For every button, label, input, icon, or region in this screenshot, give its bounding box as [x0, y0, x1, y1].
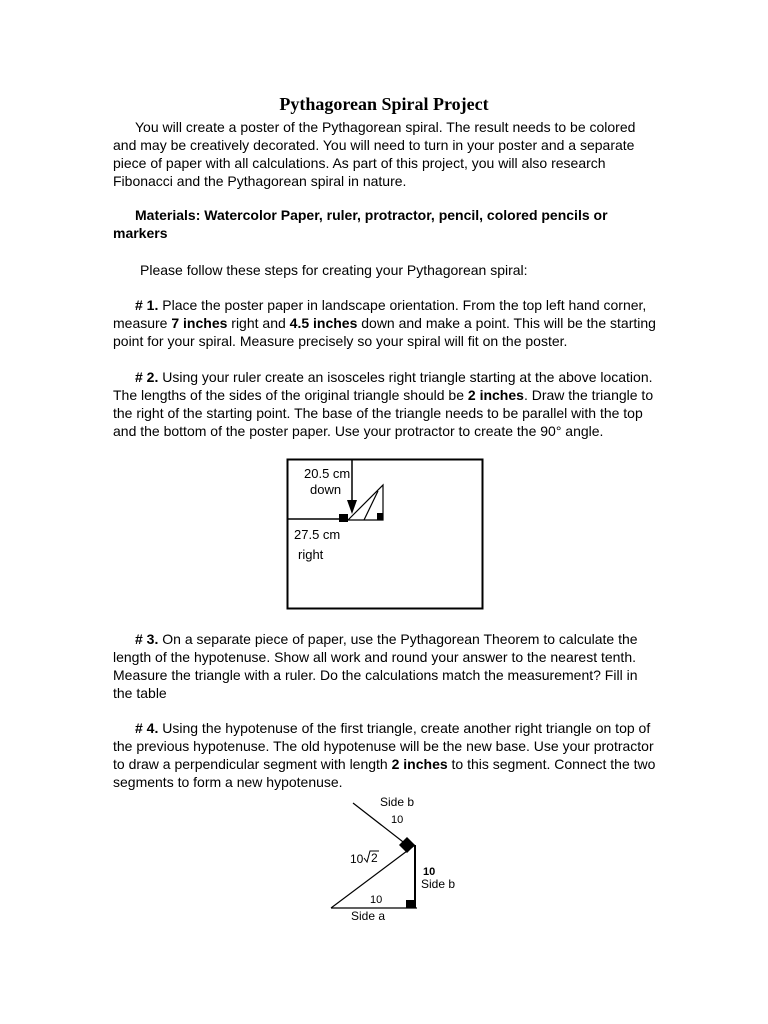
step4-text-1: Using the hypotenuse of the first triangle, create another right triangle on top of the previous hypotenuse. The old hypotenuse will be the new base. Use your protractor to draw a perpendicular segment with length	[113, 720, 654, 772]
right-angle-marker	[377, 513, 383, 520]
side-b-top-length: 10	[391, 814, 404, 826]
step3-label: # 3.	[135, 631, 159, 647]
hypotenuse-label-root: 2	[371, 851, 378, 865]
side-b-right-label: Side b	[421, 877, 456, 891]
step1-bold-2: 4.5 inches	[289, 315, 358, 331]
step3-paragraph	[113, 630, 658, 702]
intro-paragraph	[113, 118, 658, 190]
side-a-label: Side a	[351, 909, 386, 923]
hypotenuse-label-coef: 10	[350, 852, 364, 866]
follow-text: Please follow these steps for creating your Pythagorean spiral:	[140, 262, 528, 278]
triangle-diagram	[325, 795, 475, 925]
step4-paragraph	[113, 719, 658, 791]
intro-text: You will create a poster of the Pythagorean spiral. The result needs to be colored and may be creatively decorated. You will need to turn in your poster and a separate piece of paper with all calculations. As part of this project, you will also research Fibonacci and the Pythagorean spiral in nature.	[113, 119, 636, 189]
step1-label: # 1.	[135, 297, 159, 313]
step1-paragraph	[113, 296, 658, 350]
poster-layout-diagram	[286, 458, 484, 610]
triangle-inner-line	[364, 491, 378, 520]
right-angle-marker-bottom	[406, 900, 415, 908]
step4-text-2: to this segment. Connect the two segments to form a new hypotenuse.	[113, 756, 656, 790]
step2-text-2: . Draw the triangle to the right of the starting point. The base of the triangle needs to be parallel with the top and the bottom of the poster paper. Use your protractor to create the 90° angle.	[113, 387, 654, 439]
page-title: Pythagorean Spiral Project	[279, 94, 489, 114]
step1-text-3: down and make a point. This will be the starting point for your spiral. Measure precisely so your spiral will fit on the poster.	[113, 315, 656, 349]
step2-text-1: Using your ruler create an isosceles right triangle starting at the above location. The lengths of the sides of the original triangle should be	[113, 369, 653, 403]
materials-text: Materials: Watercolor Paper, ruler, protractor, pencil, colored pencils or markers	[113, 207, 608, 241]
right-measure-value: 27.5 cm	[294, 527, 341, 542]
step4-bold-1: 2 inches	[391, 756, 448, 772]
starting-point-marker	[339, 514, 348, 522]
step1-bold-1: 7 inches	[171, 315, 228, 331]
step4-label: # 4.	[135, 720, 159, 736]
follow-paragraph	[113, 261, 658, 279]
side-b-top-label: Side b	[380, 795, 415, 809]
step2-label: # 2.	[135, 369, 159, 385]
step2-bold-1: 2 inches	[467, 387, 524, 403]
side-b-right-length: 10	[423, 866, 436, 878]
step2-paragraph	[113, 368, 658, 440]
materials-paragraph	[113, 206, 658, 242]
step3-text: On a separate piece of paper, use the Pythagorean Theorem to calculate the length of the hypotenuse. Show all work and round your answer to the nearest tenth. Measure the triangle with a ruler. Do the calculations match the measurement? Fill in the table	[113, 631, 638, 701]
right-measure-word: right	[298, 547, 324, 562]
side-a-length: 10	[370, 894, 383, 906]
step1-text-2: right and	[227, 315, 290, 331]
down-measure-value: 20.5 cm	[304, 466, 351, 481]
step1-text-1: Place the poster paper in landscape orientation. From the top left hand corner, measure	[113, 297, 647, 331]
down-measure-word: down	[310, 482, 342, 497]
